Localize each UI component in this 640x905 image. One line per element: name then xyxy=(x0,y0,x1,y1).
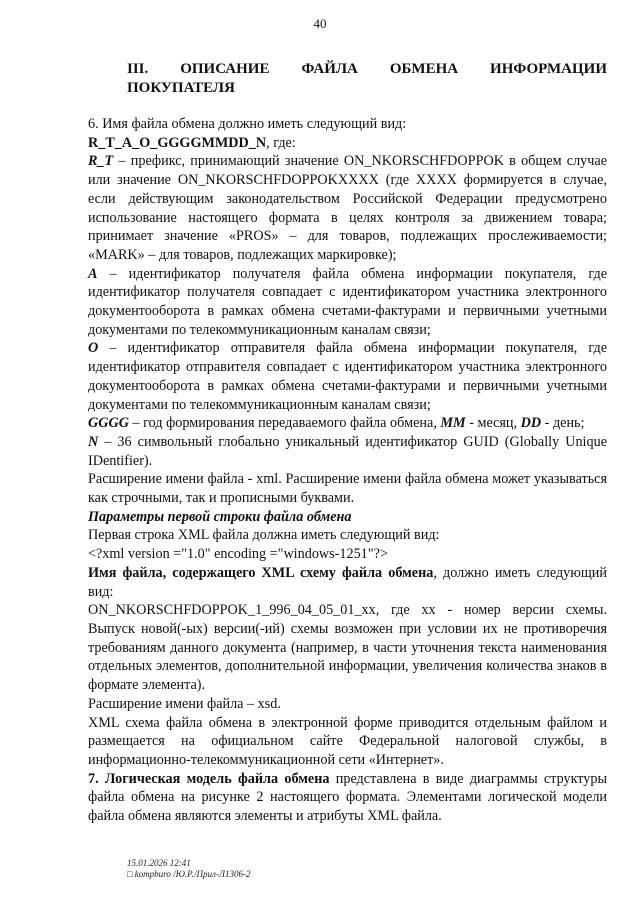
term-mm: MM xyxy=(440,415,466,432)
term-o: O xyxy=(88,340,99,357)
filename-pattern xyxy=(88,134,607,153)
guid-definition xyxy=(88,433,607,470)
term-gggg: GGGG xyxy=(88,415,129,432)
page-number: 40 xyxy=(313,16,327,31)
pattern-tail: , где: xyxy=(266,134,296,151)
definition-text: – префикс, принимающий значение ON_NKORSCHFDOPPOK в общем случае или значение ON_NKORSCHFDOPPOKXXXX (где XXXX формируется в случае, если действующим законодательством Российской Федерации предусмотрено использование настоящего формата в целях контроля за движением товара; принимает значение «PROS» – для товаров, подлежащих прослеживаемости; «MARK» – для товаров, подлежащих маркировке); xyxy=(88,153,607,263)
prefix-definition xyxy=(88,152,607,264)
paragraph-6: 6. Имя файла обмена должно иметь следующий вид: xyxy=(88,116,407,132)
footer-path-line xyxy=(127,869,251,880)
schema-paragraph xyxy=(88,564,607,601)
xml-declaration: <?xml version ="1.0" encoding ="windows-1251"?> xyxy=(88,546,388,563)
schema-text: , должно иметь следующий вид: xyxy=(88,564,607,600)
extension-paragraph: Расширение имени файла - xml. Расширение имени файла обмена может указываться как строчными, так и прописными буквами. xyxy=(88,471,607,507)
xsd-paragraph: Расширение имени файла – xsd. xyxy=(88,695,281,712)
schema-bold: Имя файла, содержащего XML схему файла обмена xyxy=(88,564,434,581)
heading-word: III. xyxy=(127,61,149,77)
term-n: N xyxy=(88,433,99,450)
heading-word: ФАЙЛА xyxy=(301,61,358,77)
pattern-value: R_T_A_O_GGGGMMDD_N xyxy=(88,134,267,151)
heading-word: ИНФОРМАЦИИ xyxy=(490,61,607,77)
definition-text: – 36 символьный глобально уникальный идентификатор GUID (Globally Unique IDentifier). xyxy=(88,433,607,469)
xml-schema-paragraph: XML схема файла обмена в электронной форме приводится отдельным файлом и размещается на официальном сайте Федеральной налоговой службы, в информационно-телекоммуникационной сети «Интернет». xyxy=(88,714,607,768)
definition-text: - день; xyxy=(541,415,585,432)
sender-definition xyxy=(88,339,607,414)
schema-name-paragraph: ON_NKORSCHFDOPPOK_1_996_04_05_01_xx, где xx - номер версии схемы. Выпуск новой(-ых) версии(-ий) схемы возможен при условии их не противоречия требованиям данного документа (например, в части уточнения текста наименования отдельных элементов, дополнительной информации, увеличения количества знаков в формате элемента). xyxy=(88,602,607,694)
document-icon: □ xyxy=(127,869,133,879)
term-dd: DD xyxy=(520,415,542,432)
heading-word: ОПИСАНИЕ xyxy=(180,61,270,77)
first-line-text: Первая строка XML файла должна иметь следующий вид: xyxy=(88,527,440,544)
date-definition xyxy=(88,414,607,433)
document-body xyxy=(88,115,607,826)
definition-text: – идентификатор отправителя файла обмена информации покупателя, где идентификатор отправителя совпадает с идентификатором участника электронного документооборота в рамках обмена счетами-фактурами и первичными учетными документами по телекоммуникационным каналам связи; xyxy=(88,340,607,413)
definition-text: - месяц, xyxy=(465,415,521,432)
recipient-definition xyxy=(88,265,607,340)
definition-text: – идентификатор получателя файла обмена информации покупателя, где идентификатор получателя совпадает с идентификатором участника электронного документооборота в рамках обмена счетами-фактурами и первичными учетными документами по телекоммуникационным каналам связи; xyxy=(88,265,607,338)
section-heading xyxy=(127,60,607,98)
footer-timestamp: 15.01.2026 12:41 xyxy=(127,858,191,868)
footer-path: kompburo /Ю.Р./Прил-Л1306-2 xyxy=(134,869,251,879)
heading-line-2: ПОКУПАТЕЛЯ xyxy=(127,80,235,96)
definition-text: – год формирования передаваемого файла обмена, xyxy=(128,415,441,432)
heading-word: ОБМЕНА xyxy=(389,61,459,77)
term-rt: R_T xyxy=(88,153,114,170)
footer xyxy=(127,858,251,880)
term-a: A xyxy=(88,265,98,282)
p7-bold: 7. Логическая модель файла обмена xyxy=(88,770,330,787)
paragraph-7 xyxy=(88,770,607,826)
p7-text: представлена в виде диаграммы структуры файла обмена на рисунке 2 настоящего формата. Элементами логической модели файла обмена являются элементы и атрибуты XML файла. xyxy=(88,770,608,825)
first-line-title: Параметры первой строки файла обмена xyxy=(88,508,352,525)
heading-line-1 xyxy=(127,60,607,79)
